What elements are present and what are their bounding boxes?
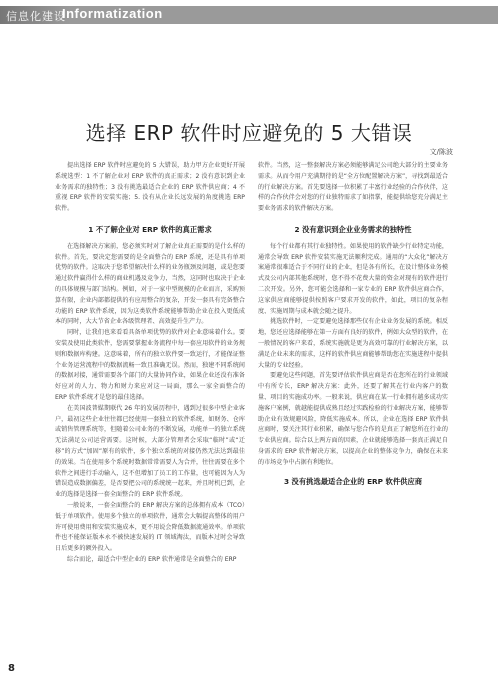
section-label: 信息化建设 bbox=[6, 10, 66, 23]
article-author: 文/陈波 bbox=[429, 148, 453, 156]
section-2-paragraph: 要避免这些问题，首先要评估软件供应商是否在您所在的行业领域中有所专长，ERP 解决方案：此外，还要了解其在行业内客户的数量、项目的实施成功率。一般来说，供应商在某一行业拥有越多成功实施客户案例，就越能提供成熟且经过实践检验的行业解决方案，能够帮助企业有效规避风险，降低实施成本。所以，企业在选择 ERP 软件供应商时，要关注其行业积累，确保与您合作的是真正了解您所在行业的专业供应商。综合以上两方面的因素，企业就能够选择一套真正满足自身需求的 ERP 软件解决方案，以提高企业的整体竞争力，确保在未来的市场竞争中占据有利地位。 bbox=[258, 372, 448, 466]
section-1-paragraph: 一般说来，一套全面整合的 ERP 解决方案的总体拥有成本（TCO）低于单项软件。使用多个独立的单项软件，通常会大幅提高整体的用户许可使用费用和安装实施成本，更不用说会降低数据流通效率。单项软件也不能保证版本永不被快速发展的 IT 领域淘汰，而版本过时会导致日后更多的额外投入。 bbox=[55, 501, 245, 553]
header bbox=[0, 0, 498, 40]
left-column bbox=[55, 161, 245, 566]
section-2-title: 2 没有意识到企业业务需求的独特性 bbox=[294, 224, 412, 234]
section-2-paragraph: 挑选软件时，一定要避免选择那些仅有企业业务发展的系统。相反地，您还应选择能够在第一方面有良好的软件，例如大众型的软件，在一般情况的客户来看，系统实施就是更为高效可靠的行业解决方案，以满足企业未来的需求，这样的软件供应商能够帮助您在实施进程中提供大量的专业经验。 bbox=[258, 318, 448, 369]
intro-paragraph: 提出选择 ERP 软件时应避免的 5 大错误，助力甲方企业更好开展系统选型：1 不了解企业对 ERP 软件的真正需求；2 没有意识到企业业务需求的独特性；3 没有挑选最适合企业的 ERP 软件供应商；4 不重视 ERP 软件的安装实施；5. 没有从企业长远发展的角度挑选 ERP 软件。 bbox=[55, 162, 245, 213]
section-3-title: 3 没有挑选最适合企业的 ERP 软件供应商 bbox=[283, 476, 423, 486]
right-column bbox=[258, 161, 448, 487]
section-2-paragraph: 每个行业都有其行业独特性。如果使用的软件缺少行业特定功能，通常会导致 ERP 软件安装实施无法顺利完成。通用的“大众化”解决方案通常很难适合于不同行业的企业，但是各有所长，在设计整体业务模式及公司内部其他系统时，您不得不花费大量的资金对现有的软件进行二次开发。另外，您可能会选择和一家专业的 ERP 软件供应商合作，这家供应商能够提供按照客户要求开发的软件，如此，项目的复杂程度、实施周期与成本就会随之提升。 bbox=[258, 242, 448, 315]
intro-paragraph-continued: 软件。当然，这一整套解决方案必须能够满足公司绝大部分的主要业务需求。从而令用户充满期待的是“全方位配置解决方案”，寻找到最适合的行业解决方案。首先要选择一位积累了丰富行业经验的合作伙伴，这样的合作伙伴会对您的行业独特需求了如指掌，能提供给您充分满足主要业务需求的软件解决方案。 bbox=[258, 162, 448, 213]
section-1-paragraph: 综合而论，最适合中型企业的 ERP 软件通常是全面整合的 ERP bbox=[67, 555, 237, 563]
section-1-paragraph: 同时，让我们也来看看具备单项优势的软件对企业意味着什么。要安装及使用此类软件，您需要掌握业务流程中每一套应用软件的业务规则和数据库构建。这意味着，所有的独立软件要一致运行，才能保证整个业务运营流程中的数据流畅一致且准确无误。然而，独建不同系统间的数据对接，通常需要各个部门的大量协同作业，如果企业还没有准备好应对的人力、物力和财力来应对这一局面，那么一家全面整合的 ERP 软件系统才是您的最佳选择。 bbox=[55, 329, 245, 401]
page-number: 8 bbox=[8, 663, 15, 674]
section-1-paragraph: 在选择解决方案前，您必须实时对了解企业真正需要的是什么样的软件。首先，要决定您需要的是全面整合的 ERP 系统，还是具有单项优势的软件。这取决于您希望解决什么样的业务瓶颈及问题，或是您要通过软件赢得什么样的商业机遇及竞争力，当然，这同时也取决于企业的具体规模与部门结构。例如，对于一家中型规模的企业而言，采购预算有限，企业内部都提供的有应用整合的复杂，开发一套具有完备整合功能的 ERP 软件系统，因为这类软件系统能够帮助企业在投入更低成本的同时，大大节省企业各级管理者、高效提升生产力。 bbox=[55, 242, 245, 326]
section-label-en: Informatization bbox=[62, 6, 163, 21]
section-1-paragraph: 在美国波普媒期联代 26 年的发展历程中，遇到过很多中型企业客户，最初这些企业往往都已经使用一套独立的软件系统，如财务、仓库或销售管理系统等，但随着公司业务的不断发展，功能单一的独立系统无法满足公司运营需要。这时候，大部分管理者会采取“临时”或“迁移”的方式“加固”原有的软件，多个独立系统的对接仍然无法达到最佳的效果。当在使用多个系统时数据常常需要人为合并，往往需要在多个软件之间进行手动输入，这不但增加了员工的工作量，也可能因为人为错误造成数据偏差，是否要把公司的系统统一起来，并且时机已到，企业的选择是选择一套全面整合的 ERP 软件系统。 bbox=[55, 404, 245, 499]
section-1-title: 1 不了解企业对 ERP 软件的真正需求 bbox=[88, 224, 212, 234]
article-title: 选择 ERP 软件时应避免的 5 大错误 bbox=[85, 121, 413, 145]
